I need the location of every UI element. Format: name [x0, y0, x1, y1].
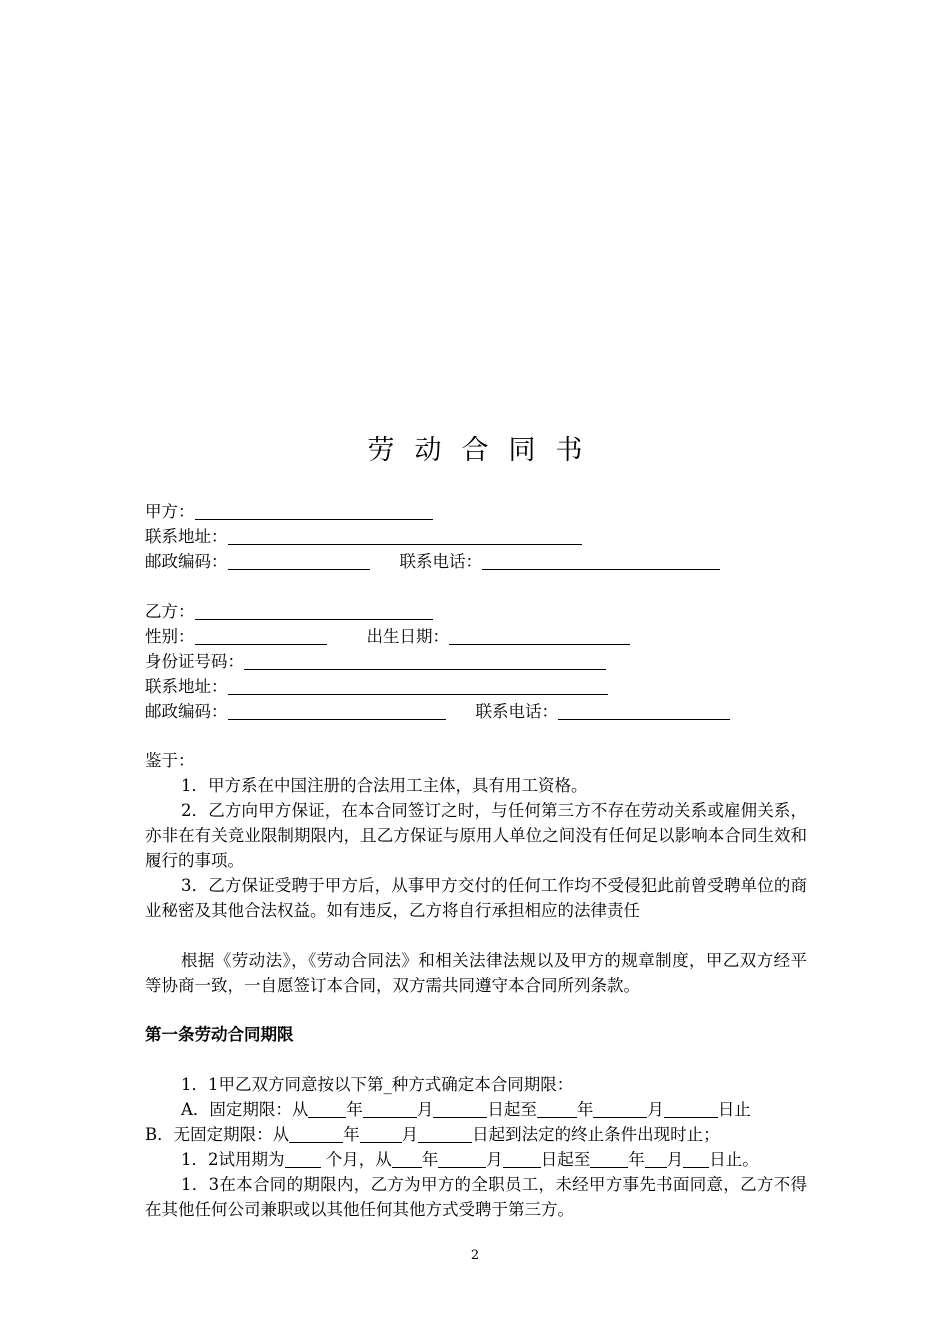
party-a-blank[interactable]: [195, 502, 433, 520]
whereas-item-3: 3．乙方保证受聘于甲方后，从事甲方交付的任何工作均不受侵犯此前曾受聘单位的商业秘密及其他合法权益。如有违反，乙方将自行承担相应的法律责任: [145, 876, 807, 920]
option-a-prefix: A．固定期限：从: [181, 1100, 309, 1119]
party-b-id-label: 身份证号码：: [145, 652, 244, 671]
option-a-year-label: 年: [346, 1100, 363, 1119]
party-b-address-line: [145, 674, 608, 699]
party-a-address-label: 联系地址：: [145, 527, 228, 546]
party-b-address-label: 联系地址：: [145, 677, 228, 696]
party-b-phone-blank[interactable]: [558, 702, 730, 720]
party-b-phone-label: 联系电话：: [475, 702, 558, 721]
party-b-gender-blank[interactable]: [195, 627, 327, 645]
probation-year-to[interactable]: [590, 1150, 628, 1168]
option-b-day-from[interactable]: [418, 1125, 472, 1143]
party-a-phone-label: 联系电话：: [399, 552, 482, 571]
article-1-2: [181, 1147, 759, 1172]
option-a-month-from[interactable]: [363, 1100, 417, 1118]
party-a-label: 甲方：: [145, 502, 195, 521]
option-b-year-label: 年: [343, 1125, 360, 1144]
party-a-postcode-label: 邮政编码：: [145, 552, 228, 571]
party-b-postcode-blank[interactable]: [228, 702, 446, 720]
party-b-id-blank[interactable]: [244, 652, 606, 670]
party-b-line: [145, 599, 433, 624]
article-1-1: 1．1甲乙双方同意按以下第_种方式确定本合同期限：: [181, 1075, 574, 1094]
party-b-birth-blank[interactable]: [449, 627, 630, 645]
party-b-label: 乙方：: [145, 602, 195, 621]
option-a-day-to[interactable]: [664, 1100, 718, 1118]
party-b-gender-label: 性别：: [145, 627, 195, 646]
party-a-contact-line: [145, 549, 720, 574]
article-1-3: 1．3在本合同的期限内，乙方为甲方的全职员工，未经甲方事先书面同意，乙方不得在其他任何公司兼职或以其他任何其他方式受聘于第三方。: [145, 1175, 807, 1219]
party-b-id-line: [145, 649, 606, 674]
whereas-item-1: 1．甲方系在中国注册的合法用工主体，具有用工资格。: [181, 776, 588, 795]
option-a-year-from[interactable]: [308, 1100, 346, 1118]
document-title: 劳动合同书: [367, 435, 603, 466]
article-1-heading: 第一条劳动合同期限: [145, 1025, 294, 1044]
option-a-day-label: 日起至: [487, 1100, 537, 1119]
probation-months-label: 个月，从: [320, 1150, 392, 1169]
option-a-end: 日止: [717, 1100, 751, 1119]
page-number: 2: [470, 1248, 480, 1263]
probation-year2-label: 年: [628, 1150, 645, 1169]
party-a-address-line: [145, 524, 582, 549]
option-a-month-label: 月: [416, 1100, 434, 1119]
option-a-year-to[interactable]: [537, 1100, 577, 1118]
party-a-line: [145, 499, 433, 524]
party-b-birth-label: 出生日期：: [366, 627, 449, 646]
option-b-line: [145, 1122, 720, 1147]
probation-prefix: 1．2试用期为: [181, 1150, 285, 1169]
party-b-gender-line: [145, 624, 630, 649]
option-a-year2-label: 年: [576, 1100, 594, 1119]
option-b-prefix: B．无固定期限：从: [145, 1125, 290, 1144]
probation-months-blank[interactable]: [285, 1150, 321, 1168]
probation-year-label: 年: [421, 1150, 439, 1169]
party-a-address-blank[interactable]: [228, 527, 582, 545]
option-b-month-from[interactable]: [360, 1125, 402, 1143]
whereas-item-2: 2．乙方向甲方保证，在本合同签订之时，与任何第三方不存在劳动关系或雇佣关系，亦非在有关竞业限制期限内，且乙方保证与原用人单位之间没有任何足以影响本合同生效和履行的事项。: [145, 801, 807, 870]
party-b-postcode-label: 邮政编码：: [145, 702, 228, 721]
probation-day-to[interactable]: [683, 1150, 709, 1168]
party-b-address-blank[interactable]: [228, 677, 608, 695]
probation-day-label: 日起至: [540, 1150, 591, 1169]
option-b-year-from[interactable]: [289, 1125, 343, 1143]
option-b-end: 日起到法定的终止条件出现时止；: [472, 1125, 720, 1144]
option-a-month-to[interactable]: [593, 1100, 647, 1118]
probation-month-from[interactable]: [438, 1150, 486, 1168]
party-b-blank[interactable]: [195, 602, 433, 620]
probation-day-from[interactable]: [503, 1150, 541, 1168]
probation-month-label: 月: [486, 1150, 503, 1169]
option-a-month2-label: 月: [647, 1100, 664, 1119]
option-b-month-label: 月: [401, 1125, 419, 1144]
whereas-label: 鉴于：: [145, 751, 195, 770]
basis-paragraph: 根据《劳动法》，《劳动合同法》和相关法律法规以及甲方的规章制度，甲乙双方经平等协商一致，一自愿签订本合同，双方需共同遵守本合同所列条款。: [145, 951, 807, 995]
option-a-day-from[interactable]: [433, 1100, 487, 1118]
party-a-phone-blank[interactable]: [482, 552, 720, 570]
probation-year-from[interactable]: [392, 1150, 422, 1168]
option-a-line: [181, 1097, 751, 1122]
probation-month-to[interactable]: [645, 1150, 667, 1168]
party-b-contact-line: [145, 699, 730, 724]
party-a-postcode-blank[interactable]: [228, 552, 370, 570]
probation-month2-label: 月: [666, 1150, 684, 1169]
probation-end: 日止。: [709, 1150, 759, 1169]
